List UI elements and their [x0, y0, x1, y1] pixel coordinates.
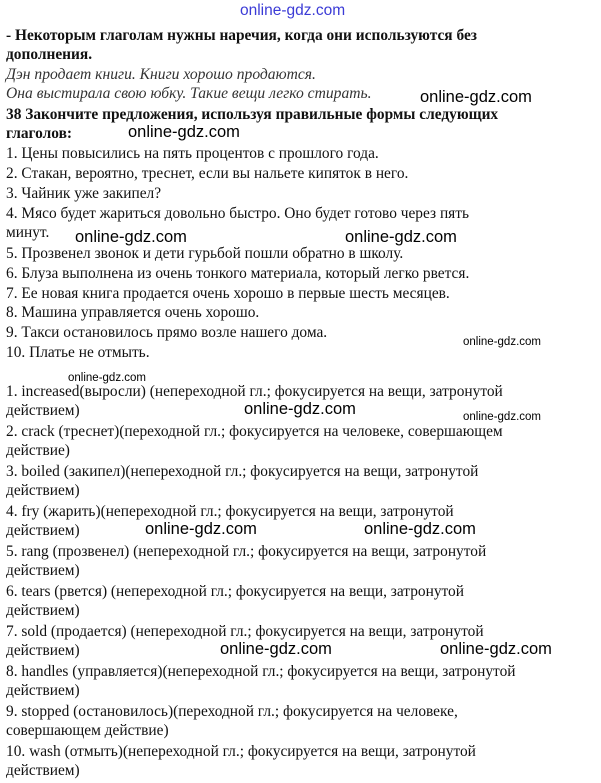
- watermark: online-gdz.com: [345, 228, 457, 246]
- sentence-line: 1. Цены повысились на пять процентов с прошлого года.: [6, 145, 379, 162]
- answer-line: действием): [6, 682, 80, 699]
- watermark: online-gdz.com: [440, 640, 552, 658]
- sentence-line: 9. Такси остановилось прямо возле нашего дома.: [6, 324, 328, 341]
- watermark: online-gdz.com: [420, 88, 532, 106]
- answer-line: 3. boiled (закипел)(непереходной гл.; фокусируется на вещи, затронутой: [6, 463, 479, 480]
- answer-line: 2. crack (треснет)(переходной гл.; фокусируется на человеке, совершающем: [6, 423, 503, 440]
- watermark: online-gdz.com: [145, 520, 257, 538]
- sentence-line: 5. Прозвенел звонок и дети гурьбой пошли обратно в школу.: [6, 245, 404, 262]
- task-heading-line-2: глаголов:: [6, 125, 73, 142]
- watermark: online-gdz.com: [364, 520, 476, 538]
- sentence-line: минут.: [6, 224, 50, 241]
- answer-line: действием): [6, 642, 80, 659]
- answer-line: 4. fry (жарить)(непереходной гл.; фокусируется на вещи, затронутой: [6, 503, 454, 520]
- answer-line: 9. stopped (остановилось)(переходной гл.; фокусируется на человеке,: [6, 703, 458, 720]
- sentence-line: 4. Мясо будет жариться довольно быстро. Оно будет готово через пять: [6, 205, 470, 222]
- answer-line: действием): [6, 602, 80, 619]
- answer-line: 6. tears (рвется) (непереходной гл.; фокусируется на вещи, затронутой: [6, 583, 464, 600]
- sentence-line: 10. Платье не отмыть.: [6, 344, 150, 361]
- answer-line: 1. increased(выросли) (непереходной гл.; фокусируется на вещи, затронутой: [6, 383, 503, 400]
- answer-line: действием): [6, 562, 80, 579]
- watermark: online-gdz.com: [240, 2, 346, 19]
- watermark: online-gdz.com: [128, 123, 240, 141]
- task-heading-line-1: 38 Закончите предложения, используя правильные формы следующих: [6, 106, 499, 123]
- sentence-line: 3. Чайник уже закипел?: [6, 185, 162, 202]
- answer-line: 7. sold (продается) (непереходной гл.; фокусируется на вещи, затронутой: [6, 623, 484, 640]
- answer-line: действие): [6, 442, 70, 459]
- answer-line: 10. wash (отмыть)(непереходной гл.; фокусируется на вещи, затронутой: [6, 743, 476, 760]
- watermark: online-gdz.com: [463, 336, 541, 348]
- watermark: online-gdz.com: [463, 411, 541, 423]
- rule-heading-line-2: дополнения.: [6, 46, 93, 63]
- watermark: online-gdz.com: [220, 640, 332, 658]
- answer-line: действием): [6, 402, 80, 419]
- answer-line: 5. rang (прозвенел) (непереходной гл.; фокусируется на вещи, затронутой: [6, 543, 487, 560]
- example-line-1: Дэн продает книги. Книги хорошо продаются.: [6, 66, 316, 83]
- sentence-line: 7. Ее новая книга продается очень хорошо в первые шесть месяцев.: [6, 285, 450, 302]
- watermark: online-gdz.com: [244, 400, 356, 418]
- answer-line: совершающем действие): [6, 722, 169, 739]
- answer-line: действием): [6, 482, 80, 499]
- rule-heading-line-1: - Некоторым глаголам нужны наречия, когда они используются без: [6, 27, 477, 44]
- example-line-2: Она выстирала свою юбку. Такие вещи легко стирать.: [6, 85, 372, 102]
- sentence-line: 6. Блуза выполнена из очень тонкого материала, который легко рвется.: [6, 265, 470, 282]
- watermark: online-gdz.com: [75, 228, 187, 246]
- watermark: online-gdz.com: [68, 372, 146, 384]
- sentence-line: 8. Машина управляется очень хорошо.: [6, 304, 260, 321]
- answer-line: действием): [6, 522, 80, 539]
- sentence-line: 2. Стакан, вероятно, треснет, если вы нальете кипяток в него.: [6, 165, 409, 182]
- answer-line: 8. handles (управляется)(непереходной гл.; фокусируется на вещи, затронутой: [6, 663, 516, 680]
- answer-line: действием): [6, 762, 80, 779]
